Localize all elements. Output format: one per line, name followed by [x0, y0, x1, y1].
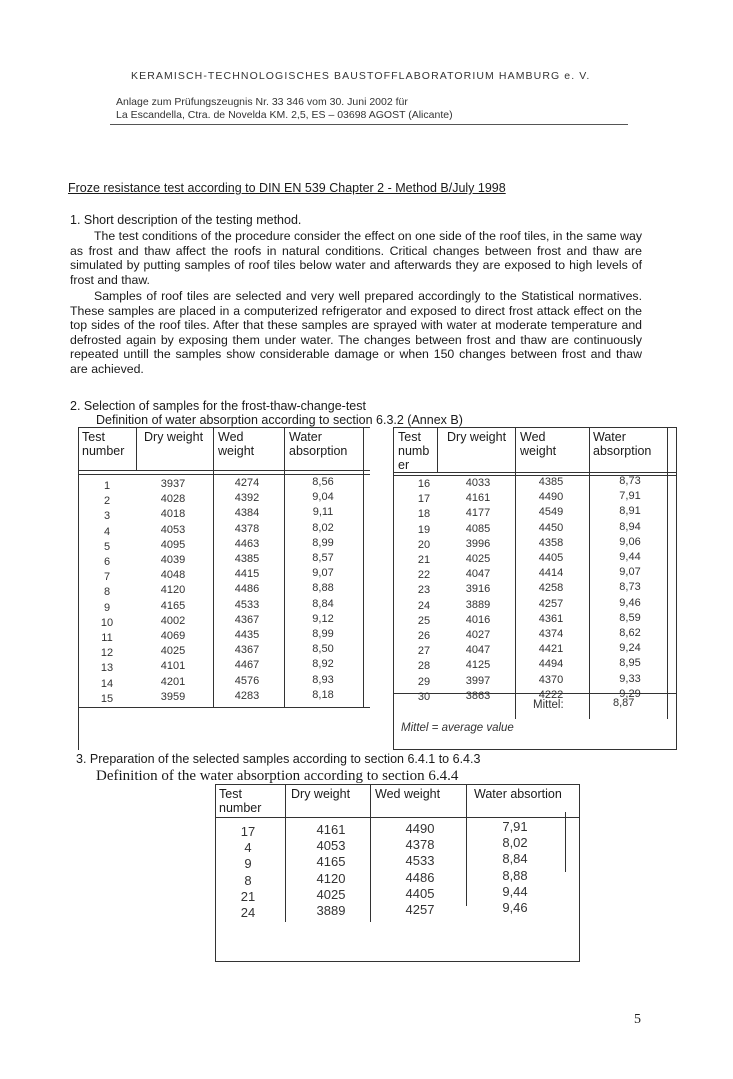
- table-cell-water-absorption: 8,02: [312, 521, 334, 534]
- table-cell-water-absorption: 8,62: [619, 627, 641, 640]
- table-cell-water-absorption: 8,93: [312, 673, 334, 686]
- table-cell-dry-weight: 4165: [316, 854, 346, 870]
- average-value: 8,87: [613, 697, 635, 709]
- section-1-paragraph-1: The test conditions of the procedure consider the effect on one side of the roof tiles, in the same way as frost and thaw affect the roofs in natural conditions. Critical changes between frost and thaw are simulated by putting samples of roof tiles below water and afterwards they are exposed to high levels of frost and thaw.: [70, 229, 642, 287]
- section-2-heading: 2. Selection of samples for the frost-thaw-change-test: [70, 399, 366, 413]
- table-cell-test-number: 24: [240, 905, 256, 921]
- wed-weight-column: [380, 821, 460, 918]
- column-header-absorption: Water absorption: [289, 430, 348, 458]
- table-cell-dry-weight: 4039: [160, 554, 186, 567]
- table-cell-dry-weight: 4053: [316, 838, 346, 854]
- table-cell-wed-weight: 4490: [405, 821, 435, 836]
- section-1-paragraph-2: Samples of roof tiles are selected and very well prepared accordingly to the Statistical normatives. These samples are placed in a computerized refrigerator and exposed to direct frost attack effect on the top sides of the roof tiles. After that these samples are sprayed with water at moderate temperature and defrosted again by exposing them under water. The changes between frost and thaw are continuously repeated untill the samples show considerable damage or when 150 changes between frost and thaw are achieved.: [70, 289, 642, 376]
- column-header-test: Test number: [82, 430, 125, 458]
- dry-weight-column: [138, 477, 208, 705]
- table-cell-dry-weight: 4033: [465, 477, 491, 489]
- table-cell-water-absorption: 9,33: [619, 672, 641, 685]
- table-cell-test-number: 9: [103, 601, 111, 614]
- table-cell-wed-weight: 4415: [234, 568, 260, 581]
- table-cell-dry-weight: 4047: [465, 568, 491, 581]
- table-cell-test-number: 28: [417, 660, 431, 673]
- column-header-dry: Dry weight: [144, 430, 204, 444]
- table-cell-wed-weight: 4414: [538, 567, 564, 580]
- table-cell-wed-weight: 4367: [234, 613, 260, 626]
- table-cell-dry-weight: 4069: [160, 630, 186, 643]
- table-cell-test-number: 6: [103, 556, 111, 569]
- column-divider: [363, 427, 364, 707]
- wed-weight-column: [214, 476, 280, 704]
- table-cell-water-absorption: 8,94: [619, 520, 641, 533]
- table-cell-wed-weight: 4549: [538, 506, 564, 519]
- column-divider: [466, 784, 467, 906]
- table-cell-dry-weight: 3916: [465, 583, 491, 596]
- table-cell-dry-weight: 4120: [316, 870, 346, 886]
- table-cell-water-absorption: 8,99: [312, 536, 334, 549]
- document-title: Froze resistance test according to DIN EN 539 Chapter 2 - Method B/July 1998: [68, 181, 506, 195]
- table-cell-test-number: 2: [103, 495, 111, 508]
- table-cell-test-number: 11: [101, 632, 113, 645]
- column-header-wed: Wed weight: [218, 430, 255, 458]
- table-cell-dry-weight: 4025: [465, 553, 491, 566]
- column-header-test: Test numb er: [398, 430, 430, 472]
- table-cell-test-number: 20: [417, 538, 431, 551]
- table-cell-water-absorption: 8,73: [619, 475, 641, 487]
- table-cell-wed-weight: 4384: [234, 507, 260, 520]
- header-divider-line: [78, 470, 370, 471]
- table-cell-dry-weight: 3937: [160, 478, 186, 490]
- table-cell-dry-weight: 4048: [160, 569, 186, 582]
- table-cell-water-absorption: 9,24: [619, 642, 641, 655]
- table-cell-dry-weight: 4016: [465, 613, 491, 626]
- table-cell-test-number: 14: [100, 677, 114, 690]
- table-cell-water-absorption: 9,29: [619, 687, 641, 700]
- table-border: [215, 784, 579, 785]
- absorption-table-left: [78, 427, 370, 750]
- table-cell-test-number: 10: [100, 616, 114, 629]
- table-cell-wed-weight: 4385: [538, 476, 564, 488]
- table-cell-water-absorption: 9,07: [619, 566, 641, 579]
- table-cell-test-number: 26: [417, 630, 431, 643]
- table-cell-dry-weight: 4177: [465, 507, 491, 520]
- average-note: Mittel = average value: [401, 722, 514, 734]
- test-number-column: [215, 824, 281, 921]
- table-cell-wed-weight: 4374: [538, 628, 564, 641]
- table-cell-dry-weight: 3959: [160, 690, 186, 703]
- column-header-dry: Dry weight: [447, 430, 507, 444]
- laboratory-name: KERAMISCH-TECHNOLOGISCHES BAUSTOFFLABORATORIUM HAMBURG e. V.: [131, 70, 591, 82]
- header-divider-line: [393, 472, 677, 473]
- table-cell-dry-weight: 4161: [465, 492, 491, 505]
- table-border: [579, 784, 580, 962]
- table-border: [393, 427, 677, 428]
- table-cell-test-number: 1: [103, 480, 111, 492]
- table-cell-test-number: 3: [103, 510, 111, 523]
- dry-weight-column: [295, 822, 367, 919]
- column-divider: [136, 427, 137, 470]
- table-cell-water-absorption: 8,84: [312, 597, 334, 610]
- table-cell-water-absorption: 8,92: [312, 658, 334, 671]
- table-cell-test-number: 4: [103, 525, 111, 538]
- test-number-column: [78, 479, 136, 707]
- table-cell-dry-weight: 4002: [160, 614, 186, 627]
- header-divider-line: [215, 817, 579, 818]
- table-cell-test-number: 19: [417, 523, 431, 536]
- table-cell-wed-weight: 4450: [538, 521, 564, 534]
- table-cell-test-number: 21: [417, 554, 431, 567]
- column-header-wed: Wed weight: [520, 430, 557, 458]
- header-divider: [110, 124, 628, 125]
- table-cell-test-number: 21: [240, 888, 256, 904]
- table-cell-test-number: 7: [103, 571, 111, 584]
- table-cell-water-absorption: 9,44: [502, 883, 528, 899]
- table-cell-test-number: 27: [417, 645, 431, 658]
- table-cell-wed-weight: 4283: [234, 689, 260, 702]
- table-cell-test-number: 13: [100, 662, 114, 675]
- column-header-wed: Wed weight: [375, 787, 441, 801]
- table-cell-water-absorption: 8,73: [619, 581, 641, 594]
- table-cell-water-absorption: 8,88: [502, 867, 528, 883]
- column-divider: [565, 812, 566, 872]
- table-cell-test-number: 12: [100, 647, 114, 660]
- water-absorption-column: [595, 474, 665, 702]
- row-divider: [78, 707, 370, 708]
- table-cell-wed-weight: 4392: [234, 492, 260, 505]
- table-cell-water-absorption: 8,50: [312, 643, 334, 656]
- table-cell-test-number: 9: [244, 856, 252, 872]
- table-border: [393, 749, 677, 750]
- section-3-subheading: Definition of the water absorption according to section 6.4.4: [96, 768, 459, 784]
- column-header-dry: Dry weight: [291, 787, 351, 801]
- table-cell-wed-weight: 4385: [234, 553, 260, 566]
- table-cell-test-number: 15: [100, 692, 114, 705]
- section-1-heading: 1. Short description of the testing method.: [70, 213, 302, 227]
- table-cell-test-number: 18: [417, 508, 431, 521]
- section-3-heading: 3. Preparation of the selected samples according to section 6.4.1 to 6.4.3: [76, 752, 481, 766]
- table-cell-dry-weight: 4095: [160, 538, 186, 551]
- table-cell-test-number: 5: [103, 540, 111, 553]
- table-cell-test-number: 23: [417, 584, 431, 597]
- table-cell-wed-weight: 4367: [234, 644, 260, 657]
- column-divider: [589, 427, 590, 719]
- table-cell-test-number: 8: [244, 872, 252, 888]
- average-label: Mittel:: [533, 699, 564, 711]
- table-cell-water-absorption: 8,02: [502, 835, 528, 851]
- table-cell-dry-weight: 4025: [160, 645, 186, 658]
- dry-weight-column: [443, 476, 513, 704]
- water-absorption-column: [475, 819, 555, 916]
- table-cell-water-absorption: 8,18: [312, 688, 334, 701]
- table-cell-dry-weight: 4028: [160, 493, 186, 506]
- table-cell-test-number: 8: [103, 586, 111, 599]
- water-absorption-column: [288, 475, 358, 703]
- table-cell-wed-weight: 4486: [405, 869, 435, 885]
- table-cell-test-number: 17: [240, 824, 256, 839]
- annex-line-2: La Escandella, Ctra. de Novelda KM. 2,5, ES – 03698 AGOST (Alicante): [116, 109, 453, 121]
- table-cell-wed-weight: 4405: [538, 552, 564, 565]
- table-cell-water-absorption: 8,57: [312, 552, 334, 565]
- table-cell-dry-weight: 4025: [316, 886, 346, 902]
- table-cell-wed-weight: 4358: [538, 536, 564, 549]
- table-cell-dry-weight: 4101: [160, 660, 186, 673]
- table-cell-dry-weight: 3889: [316, 903, 346, 919]
- selected-samples-table: [215, 784, 580, 962]
- table-cell-test-number: 4: [244, 840, 252, 856]
- table-border: [215, 961, 580, 962]
- table-cell-wed-weight: 4274: [234, 477, 260, 489]
- table-cell-wed-weight: 4533: [405, 853, 435, 869]
- table-cell-dry-weight: 4085: [465, 522, 491, 535]
- table-cell-test-number: 30: [417, 690, 431, 703]
- table-cell-dry-weight: 4125: [465, 659, 491, 672]
- column-divider: [515, 427, 516, 719]
- table-cell-wed-weight: 4378: [405, 837, 435, 853]
- certificate-annex: [116, 96, 453, 122]
- table-cell-water-absorption: 7,91: [502, 819, 528, 834]
- table-cell-wed-weight: 4378: [234, 522, 260, 535]
- table-cell-wed-weight: 4463: [234, 537, 260, 550]
- table-cell-water-absorption: 8,59: [619, 611, 641, 624]
- column-divider: [284, 427, 285, 707]
- table-cell-dry-weight: 4053: [160, 523, 186, 536]
- page-number: 5: [634, 1012, 641, 1027]
- table-cell-dry-weight: 3889: [465, 598, 491, 611]
- table-cell-dry-weight: 3863: [465, 689, 491, 702]
- annex-line-1: Anlage zum Prüfungszeugnis Nr. 33 346 vom 30. Juni 2002 für: [116, 96, 408, 108]
- column-divider: [370, 784, 371, 922]
- section-2-subheading: Definition of water absorption according to section 6.3.2 (Annex B): [96, 413, 463, 427]
- column-header-absorption: Water absorption: [593, 430, 652, 458]
- absorption-table-right: [393, 427, 677, 750]
- table-cell-water-absorption: 8,88: [312, 582, 334, 595]
- wed-weight-column: [517, 475, 585, 703]
- column-divider: [285, 784, 286, 922]
- table-cell-wed-weight: 4257: [538, 597, 564, 610]
- column-header-test: Test number: [219, 787, 262, 815]
- table-cell-wed-weight: 4222: [538, 688, 564, 701]
- table-cell-wed-weight: 4467: [234, 659, 260, 672]
- table-cell-water-absorption: 9,46: [502, 900, 528, 916]
- table-cell-water-absorption: 8,84: [502, 851, 528, 867]
- table-cell-water-absorption: 8,56: [312, 476, 334, 488]
- table-cell-dry-weight: 3996: [465, 537, 491, 550]
- table-cell-test-number: 25: [417, 614, 431, 627]
- table-border: [78, 427, 370, 428]
- table-cell-test-number: 22: [417, 569, 431, 582]
- table-cell-water-absorption: 9,07: [312, 567, 334, 580]
- table-cell-dry-weight: 4047: [465, 644, 491, 657]
- column-divider: [437, 427, 438, 472]
- table-cell-dry-weight: 4120: [160, 584, 186, 597]
- table-cell-wed-weight: 4494: [538, 658, 564, 671]
- table-cell-wed-weight: 4361: [538, 612, 564, 625]
- table-cell-dry-weight: 4018: [160, 508, 186, 521]
- table-cell-water-absorption: 9,04: [312, 491, 334, 504]
- table-cell-water-absorption: 8,95: [619, 657, 641, 670]
- table-cell-test-number: 17: [417, 493, 431, 506]
- table-cell-wed-weight: 4490: [538, 491, 564, 504]
- table-cell-water-absorption: 8,99: [312, 628, 334, 641]
- table-cell-water-absorption: 9,06: [619, 535, 641, 548]
- table-cell-wed-weight: 4405: [405, 885, 435, 901]
- table-cell-test-number: 16: [417, 478, 431, 490]
- table-cell-wed-weight: 4486: [234, 583, 260, 596]
- table-cell-wed-weight: 4257: [405, 902, 435, 918]
- table-cell-wed-weight: 4576: [234, 674, 260, 687]
- table-cell-dry-weight: 4027: [465, 629, 491, 642]
- table-cell-wed-weight: 4258: [538, 582, 564, 595]
- table-cell-dry-weight: 3997: [465, 674, 491, 687]
- table-cell-water-absorption: 8,91: [619, 505, 641, 518]
- table-cell-water-absorption: 9,12: [312, 612, 334, 625]
- table-cell-dry-weight: 4201: [160, 675, 186, 688]
- table-cell-water-absorption: 9,46: [619, 596, 641, 609]
- table-cell-wed-weight: 4435: [234, 629, 260, 642]
- table-cell-wed-weight: 4421: [538, 643, 564, 656]
- table-cell-wed-weight: 4533: [234, 598, 260, 611]
- table-cell-test-number: 24: [417, 599, 431, 612]
- table-cell-water-absorption: 9,11: [312, 506, 334, 519]
- table-cell-test-number: 29: [417, 675, 431, 688]
- table-cell-dry-weight: 4161: [316, 822, 346, 837]
- column-divider: [667, 427, 668, 719]
- table-cell-dry-weight: 4165: [160, 599, 186, 612]
- table-cell-water-absorption: 7,91: [619, 490, 641, 503]
- table-cell-water-absorption: 9,44: [619, 551, 641, 564]
- column-header-absorption: Water absortion: [474, 787, 562, 801]
- table-cell-wed-weight: 4370: [538, 673, 564, 686]
